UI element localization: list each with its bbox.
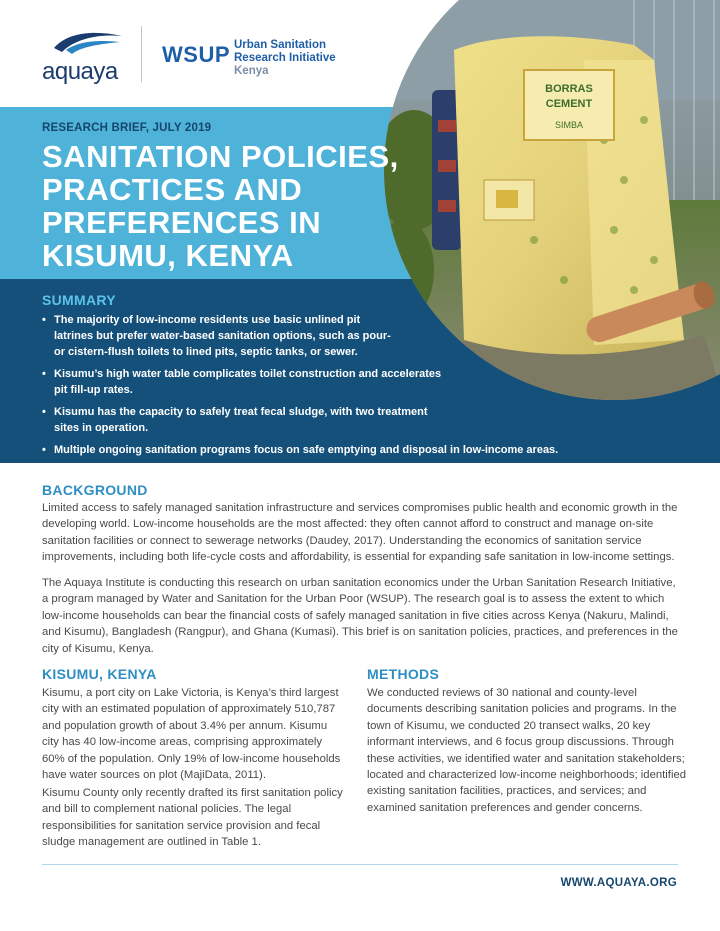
title-line-1: SANITATION POLICIES, <box>42 139 399 174</box>
methods-heading: METHODS <box>367 666 440 682</box>
aquaya-logo <box>38 28 128 84</box>
summary-item: • Kisumu has the capacity to safely treat fecal sludge, with two treatment sites in operation. <box>42 404 452 436</box>
title-line-4: KISUMU, KENYA <box>42 238 294 273</box>
title-line-3: PREFERENCES IN <box>42 205 322 240</box>
page-title <box>42 140 402 272</box>
logo-divider <box>141 26 142 82</box>
methods-paragraph: We conducted reviews of 30 national and county-level documents describing sanitation policies and programs. In the town of Kisumu, we conducted 20 transect walks, 20 key informant interviews, and 6 focus group discussions. Through these activities, we identified water and sanitation stakeholders; located and characterized low-income neighborhoods; identified existing sanitation facilities, practices, and services; and examined sanitation preferences and gender concerns. <box>367 687 687 814</box>
background-heading: BACKGROUND <box>42 482 148 498</box>
summary-item: • Multiple ongoing sanitation programs focus on safe emptying and disposal in low-income areas. <box>42 442 562 458</box>
summary-list <box>42 312 562 464</box>
website-link[interactable]: WWW.AQUAYA.ORG <box>560 877 677 889</box>
wsup-logo: WSUP <box>162 42 230 67</box>
aquaya-wordmark: aquaya <box>42 58 118 85</box>
aquaya-wave-icon <box>52 28 124 56</box>
footer-divider <box>42 864 678 865</box>
kisumu-paragraph-1: Kisumu, a port city on Lake Victoria, is Kenya’s third largest city with an estimated population of approximately 510,787 and population growth of about 3.4% per annum. Kisumu city has 40 low-income areas, comprising approximately 60% of the population. Only 19% of low-income households have water sources on plot (MajiData, 2011). <box>42 687 341 782</box>
summary-heading: SUMMARY <box>42 292 116 308</box>
initiative-name <box>234 39 336 78</box>
initiative-line-3: Kenya <box>234 65 269 77</box>
kisumu-paragraph-2: Kisumu County only recently drafted its first sanitation policy and bill to complement national policies. The legal responsibilities for sanitation service provision and fecal sludge management are outlined in Table 1. <box>42 787 343 849</box>
summary-item: • Kisumu’s high water table complicates toilet construction and accelerates pit fill-up rates. <box>42 366 442 398</box>
sack-text-3: SIMBA <box>554 120 584 130</box>
brief-date: RESEARCH BRIEF, JULY 2019 <box>42 122 212 134</box>
initiative-line-1: Urban Sanitation <box>234 39 327 51</box>
sack-text-1: BORRAS <box>545 83 593 95</box>
sack-text-2: CEMENT <box>545 98 593 110</box>
background-paragraph-2: The Aquaya Institute is conducting this research on urban sanitation economics under the Urban Sanitation Research Initiative, a program managed by Water and Sanitation for the Urban Poor (WSUP). The research goal is to assess the extent to which low-income households can bear the financial costs of safely managed sanitation in five cities across Kenya (Nakuru, Malindi, and Kisumu), Bangladesh (Rangpur), and Ghana (Kumasi). This brief is on sanitation policies, practices, and preferences in the city of Kisumu, Kenya. <box>42 577 678 655</box>
summary-item: • The majority of low-income residents use basic unlined pit latrines but prefer water-based sanitation options, such as pour- or cistern-flush toilets to lined pits, septic tanks, or sewer. <box>42 312 402 360</box>
kisumu-heading: KISUMU, KENYA <box>42 666 157 682</box>
title-line-2: PRACTICES AND <box>42 172 303 207</box>
initiative-line-2: Research Initiative <box>234 52 336 64</box>
background-paragraph-1: Limited access to safely managed sanitation infrastructure and services compromises public health and economic growth in the developing world. Low-income households are the most affected: they often cannot afford to construct and manage on-site sanitation facilities or connect to sewerage networks (Daudey, 2017). Understanding the economics of sanitation service improvements, including both life-cycle costs and affordability, is essential for expanding safe sanitation in low-income settings. <box>42 502 678 564</box>
